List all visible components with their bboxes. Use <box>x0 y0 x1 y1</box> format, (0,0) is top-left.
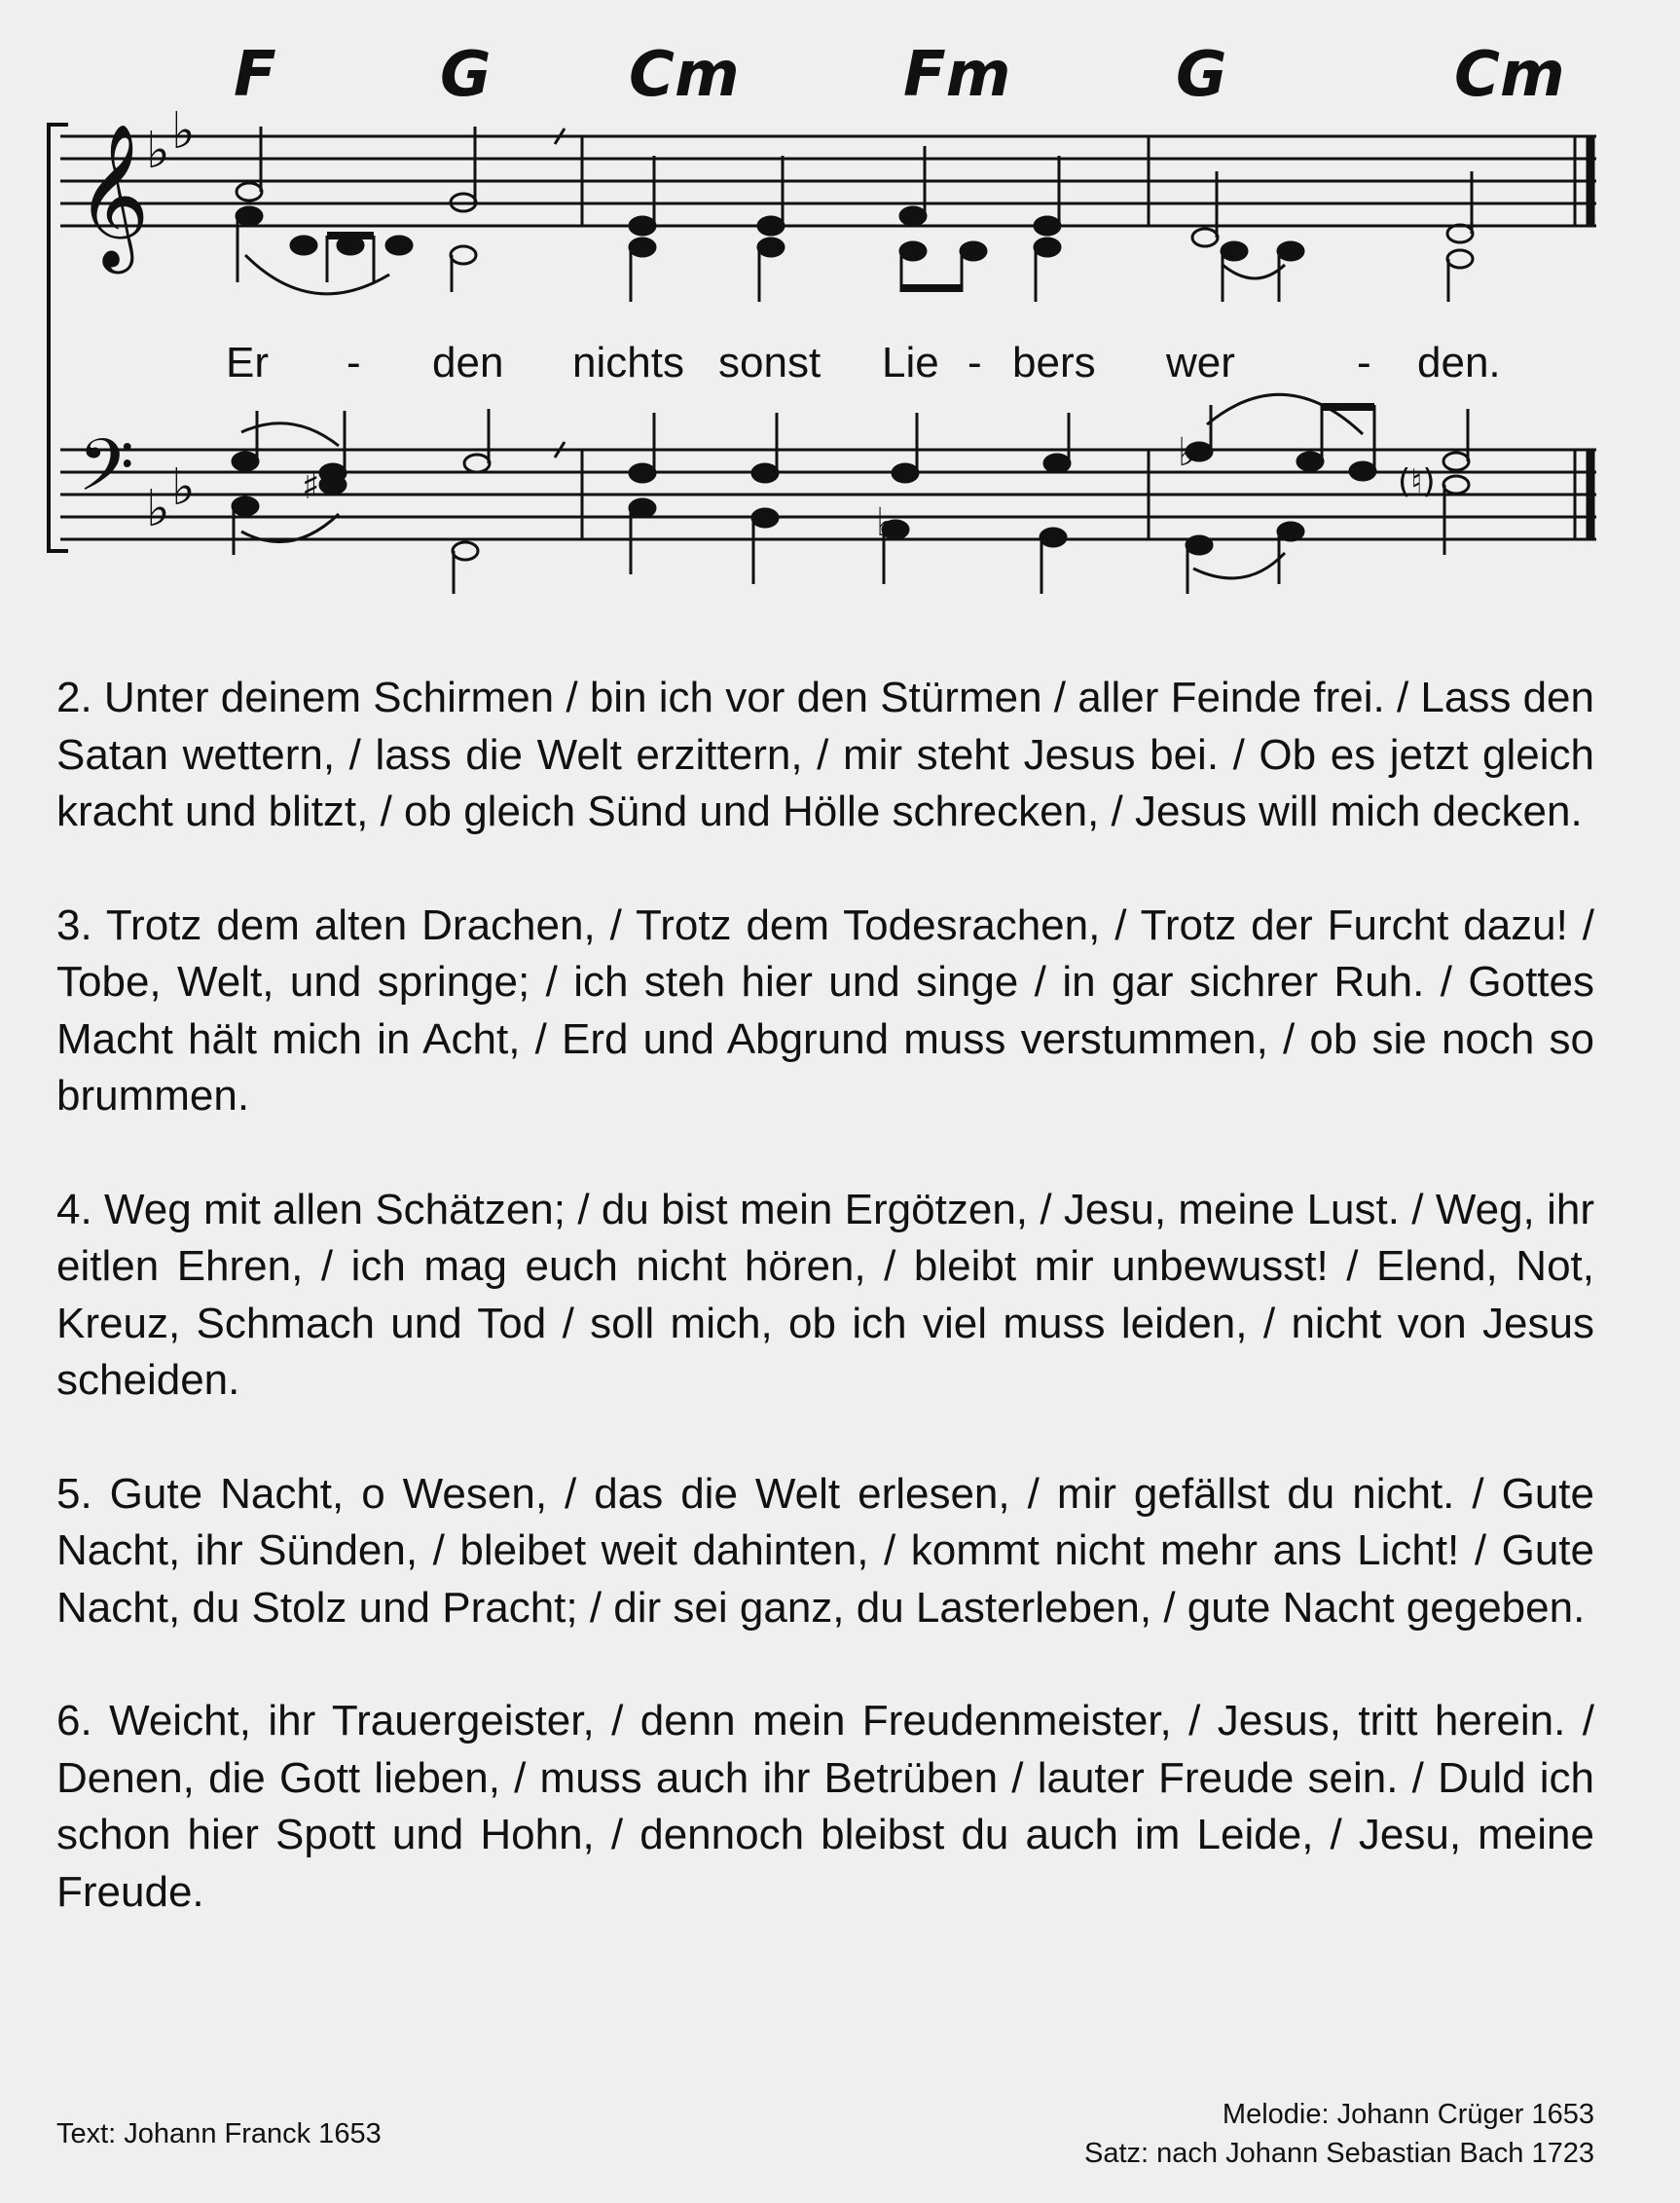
chord-symbol: G <box>1176 39 1227 111</box>
svg-text:(♮): (♮) <box>1398 462 1436 501</box>
lyric-syllable: nichts <box>572 339 684 386</box>
svg-text:♭: ♭ <box>146 480 170 538</box>
svg-text:♭: ♭ <box>146 122 170 180</box>
music-credits <box>1084 2095 1594 2173</box>
verse-4: 4. Weg mit allen Schätzen; / du bist mein Ergötzen, / Jesu, meine Lust. / Weg, ihr eitlen Ehren, / ich mag euch nicht hören, / bleibt mir unbewusst! / Elend, Not, Kreuz, Schmach und Tod / soll mich, ob ich viel muss leiden, / nicht von Jesus scheiden. <box>56 1185 1594 1404</box>
melody-credit: Melodie: Johann Crüger 1653 <box>1222 2099 1594 2130</box>
verses-block <box>56 670 1594 1977</box>
lyric-syllable: - <box>1357 339 1371 386</box>
music-score <box>0 0 1680 623</box>
svg-text:♭: ♭ <box>876 500 895 545</box>
text-credit: Text: Johann Franck 1653 <box>56 2118 382 2149</box>
svg-text:♭: ♭ <box>1178 430 1196 475</box>
chord-symbol: G <box>440 39 492 111</box>
lyric-syllable: bers <box>1012 339 1096 386</box>
lyric-syllable: - <box>968 339 982 386</box>
lyric-syllable: den <box>432 339 504 386</box>
verse-2: 2. Unter deinem Schirmen / bin ich vor den Stürmen / aller Feinde frei. / Lass den Satan wettern, / lass die Welt erzittern, / mir steht Jesus bei. / Ob es jetzt gleich kracht und blitzt, / ob gleich Sünd und Hölle schrecken, / Jesus will mich decken. <box>56 674 1594 835</box>
lyric-syllable: Lie <box>882 339 939 386</box>
verse-3: 3. Trotz dem alten Drachen, / Trotz dem Todesrachen, / Trotz der Furcht dazu! / Tobe, Welt, und springe; / ich steh hier und singe / in gar sichrer Ruh. / Gottes Macht hält mich in Acht, / Erd und Abgrund muss verstummen, / ob sie noch so brummen. <box>56 900 1594 1120</box>
chord-symbol: Cm <box>629 39 740 111</box>
lyric-syllable: den. <box>1417 339 1501 386</box>
svg-text:♭: ♭ <box>171 459 196 517</box>
setting-credit: Satz: nach Johann Sebastian Bach 1723 <box>1084 2138 1594 2169</box>
chord-symbol: Fm <box>903 39 1011 111</box>
svg-text:𝄢: 𝄢 <box>78 423 134 526</box>
lyric-syllable: wer <box>1166 339 1235 386</box>
lyric-syllable: - <box>347 339 361 386</box>
lyric-syllable: Er <box>226 339 269 386</box>
staff-notation <box>0 0 1680 623</box>
verse-6: 6. Weicht, ihr Trauergeister, / denn mein Freudenmeister, / Jesus, tritt herein. / Denen, die Gott lieben, / muss auch ihr Betrüben / lauter Freude sein. / Duld ich schon hier Spott und Hohn, / dennoch bleibst du auch im Leide, / Jesu, meine Freude. <box>56 1697 1594 1916</box>
svg-text:♯: ♯ <box>302 464 320 507</box>
svg-text:♭: ♭ <box>171 102 196 161</box>
verse-5: 5. Gute Nacht, o Wesen, / das die Welt erlesen, / mir gefällst du nicht. / Gute Nacht, ihr Sünden, / bleibet weit dahinten, / kommt nicht mehr ans Licht! / Gute Nacht, du Stolz und Pracht; / dir sei ganz, du Lasterleben, / gute Nacht gegeben. <box>56 1469 1594 1632</box>
chord-symbol: Cm <box>1454 39 1565 111</box>
lyric-syllable: sonst <box>718 339 822 386</box>
svg-text:𝄞: 𝄞 <box>76 123 150 268</box>
chord-symbol: F <box>234 39 276 111</box>
